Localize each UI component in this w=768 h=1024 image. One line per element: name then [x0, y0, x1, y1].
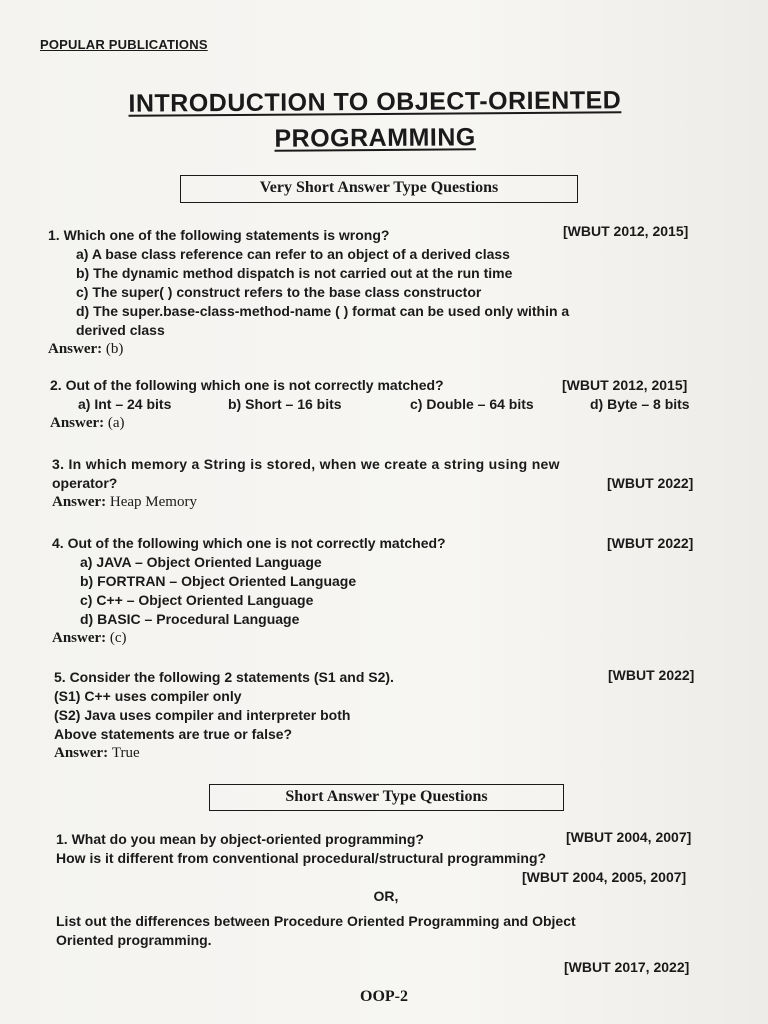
question-5-s1: (S1) C++ uses compiler only: [54, 688, 242, 704]
question-2-options: [50, 395, 715, 414]
short-question-1-line1: 1. What do you mean by object-oriented programming?: [56, 831, 424, 847]
short-question-1-line2: How is it different from conventional procedural/structural programming?: [56, 850, 547, 866]
answer-value: (b): [105, 341, 124, 357]
answer-value: (c): [109, 630, 127, 646]
question-2-option-c: c) Double – 64 bits: [410, 396, 534, 412]
question-2-option-b: b) Short – 16 bits: [228, 396, 342, 412]
question-5-prompt: Above statements are true or false?: [54, 726, 293, 742]
question-4: [52, 534, 715, 648]
question-5-answer: [54, 744, 714, 763]
question-2-ref: [WBUT 2012, 2015]: [562, 377, 688, 393]
answer-value: (a): [107, 415, 125, 431]
question-2-text: 2. Out of the following which one is not correctly matched?: [50, 377, 444, 393]
question-1-ref: [WBUT 2012, 2015]: [563, 223, 689, 239]
section-heading-very-short: Very Short Answer Type Questions: [180, 175, 578, 203]
short-question-1: [56, 829, 716, 975]
answer-value: Heap Memory: [109, 494, 197, 510]
question-5: [54, 668, 714, 763]
publisher-header: POPULAR PUBLICATIONS: [40, 37, 208, 52]
question-4-option-c: c) C++ – Object Oriented Language: [80, 592, 314, 608]
or-separator: OR,: [373, 888, 399, 904]
question-1-option-a: a) A base class reference can refer to an object of a derived class: [76, 246, 510, 262]
short-question-1-alt-ref: [WBUT 2017, 2022]: [564, 959, 690, 975]
chapter-title-line2: PROGRAMMING: [274, 123, 476, 153]
question-4-option-b: b) FORTRAN – Object Oriented Language: [80, 573, 357, 589]
question-2-answer: [50, 414, 715, 433]
question-1-option-c: c) The super( ) construct refers to the base class constructor: [76, 284, 482, 300]
answer-label: Answer:: [48, 341, 103, 357]
short-question-1-alt-line2: Oriented programming.: [56, 932, 212, 948]
question-4-ref: [WBUT 2022]: [607, 535, 694, 551]
question-1-text: 1. Which one of the following statements is wrong?: [48, 227, 390, 243]
question-3-text-line1: 3. In which memory a String is stored, when we create a string using new: [52, 456, 560, 472]
question-1-option-b: b) The dynamic method dispatch is not carried out at the run time: [76, 265, 513, 281]
answer-value: True: [111, 745, 140, 761]
question-2: [50, 376, 715, 433]
question-1-option-d-cont: derived class: [76, 322, 165, 338]
question-2-option-a: a) Int – 24 bits: [78, 396, 172, 412]
question-2-option-d: d) Byte – 8 bits: [590, 396, 690, 412]
short-question-1-ref1: [WBUT 2004, 2007]: [566, 829, 692, 845]
question-4-text: 4. Out of the following which one is not correctly matched?: [52, 535, 446, 551]
chapter-title: [60, 82, 690, 158]
question-3-text-line2: operator?: [52, 475, 118, 491]
chapter-title-line1: INTRODUCTION TO OBJECT-ORIENTED: [128, 86, 622, 118]
question-4-option-a: a) JAVA – Object Oriented Language: [80, 554, 322, 570]
answer-label: Answer:: [50, 415, 105, 431]
short-question-1-ref2: [WBUT 2004, 2005, 2007]: [522, 869, 687, 885]
section-heading-short: Short Answer Type Questions: [209, 784, 564, 811]
answer-label: Answer:: [54, 745, 109, 761]
question-4-answer: [52, 629, 715, 648]
question-5-s2: (S2) Java uses compiler and interpreter both: [54, 707, 351, 723]
answer-label: Answer:: [52, 494, 107, 510]
question-1-option-d: d) The super.base-class-method-name ( ) format can be used only within a: [76, 303, 570, 319]
answer-label: Answer:: [52, 630, 107, 646]
question-1-answer: [48, 340, 713, 359]
question-3-ref: [WBUT 2022]: [607, 475, 694, 491]
question-5-ref: [WBUT 2022]: [608, 667, 695, 683]
short-question-1-alt-line1: List out the differences between Procedure Oriented Programming and Object: [56, 913, 576, 929]
question-3: [52, 455, 715, 512]
question-5-text: 5. Consider the following 2 statements (S1 and S2).: [54, 669, 394, 685]
page-number: OOP-2: [360, 988, 408, 1005]
question-1: [48, 223, 713, 359]
question-3-answer: [52, 493, 715, 512]
question-4-option-d: d) BASIC – Procedural Language: [80, 611, 300, 627]
